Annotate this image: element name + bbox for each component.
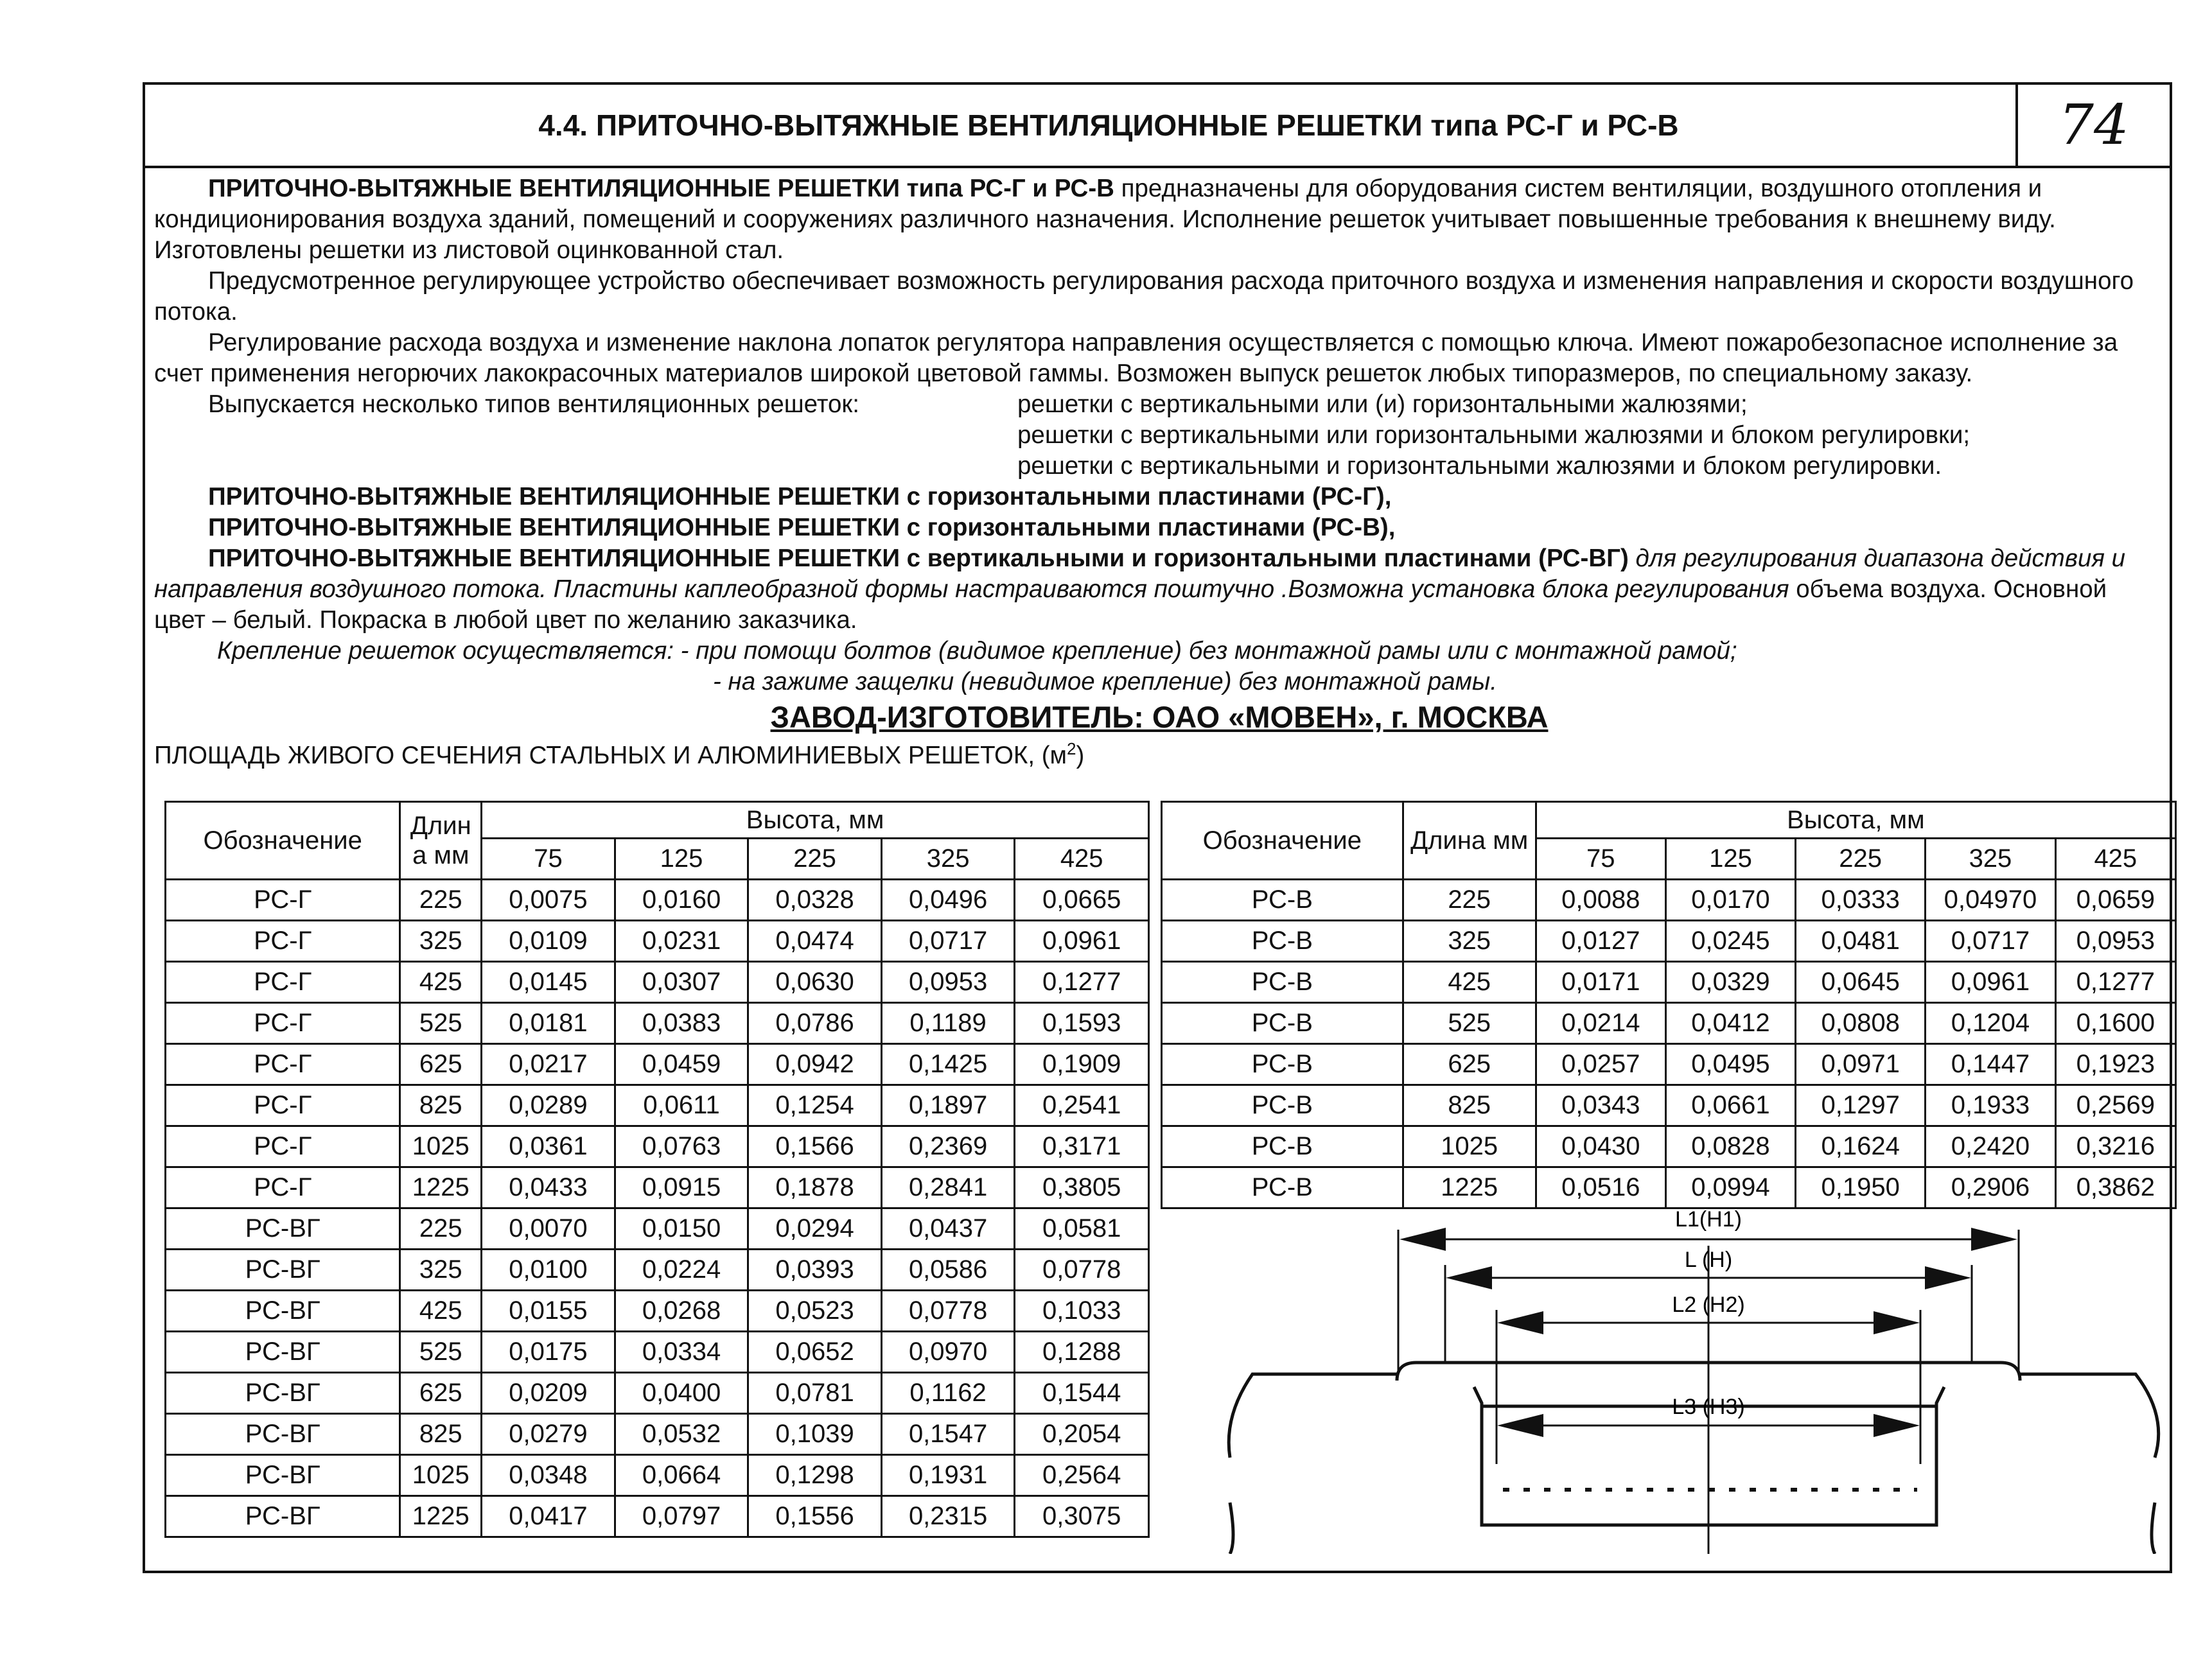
area-cell: 0,0307: [615, 962, 748, 1003]
area-cell: 0,3805: [1015, 1167, 1149, 1208]
paragraph-intro: [154, 173, 2164, 266]
area-cell: 0,1189: [881, 1003, 1015, 1044]
area-cell: 0,1425: [881, 1044, 1015, 1085]
designation-cell: РС-Г: [166, 1003, 400, 1044]
area-cell: 0,0717: [1926, 921, 2055, 962]
height-value: 325: [881, 839, 1015, 880]
area-cell: 0,0361: [482, 1126, 615, 1167]
table-row: [1162, 1085, 2176, 1126]
area-cell: 0,0516: [1536, 1167, 1665, 1208]
area-cell: 0,0665: [1015, 880, 1149, 921]
area-cell: 0,0393: [748, 1250, 882, 1291]
area-cell: 0,1277: [2055, 962, 2175, 1003]
area-cell: 0,1162: [881, 1373, 1015, 1414]
area-cell: 0,0294: [748, 1208, 882, 1250]
length-cell: 1025: [400, 1455, 482, 1496]
area-cell: 0,1950: [1796, 1167, 1926, 1208]
page-title: 4.4. ПРИТОЧНО-ВЫТЯЖНЫЕ ВЕНТИЛЯЦИОННЫЕ РЕШЕТКИ типа РС-Г и РС-В: [538, 109, 1679, 142]
area-table-title: [154, 735, 2164, 770]
length-cell: 625: [400, 1373, 482, 1414]
rs-vg-rest: объема воздуха. Основной цвет – белый. Покраска в любой цвет по желанию заказчика.: [154, 575, 2107, 634]
area-cell: 0,0209: [482, 1373, 615, 1414]
area-cell: 0,0145: [482, 962, 615, 1003]
length-cell: 425: [1403, 962, 1536, 1003]
designation-cell: РС-Г: [166, 962, 400, 1003]
designation-cell: РС-ВГ: [166, 1496, 400, 1537]
area-cell: 0,2541: [1015, 1085, 1149, 1126]
area-cell: 0,0474: [748, 921, 882, 962]
length-cell: 225: [400, 1208, 482, 1250]
area-cell: 0,0763: [615, 1126, 748, 1167]
designation-cell: РС-Г: [166, 1167, 400, 1208]
paragraph-adjustment: Регулирование расхода воздуха и изменение наклона лопаток регулятора направления осуществляется с помощью ключа. Имеют пожаробезопасное исполнение за счет применения негорючих лакокрасочных материалов широкой цветовой гаммы. Возможен выпуск решеток любых типоразмеров, по специальному заказу.: [154, 329, 2118, 387]
area-cell: 0,1600: [2055, 1003, 2175, 1044]
table-row: [166, 1085, 1149, 1126]
area-cell: 0,1297: [1796, 1085, 1926, 1126]
designation-cell: РС-Г: [166, 1126, 400, 1167]
designation-cell: РС-ВГ: [166, 1373, 400, 1414]
area-cell: 0,0942: [748, 1044, 882, 1085]
page-number-box: [2015, 85, 2170, 166]
grille-dimension-diagram: [1224, 1194, 2174, 1554]
grille-outline: [1229, 1363, 2159, 1554]
area-cell: 0,0586: [881, 1250, 1015, 1291]
designation-cell: РС-В: [1162, 1126, 1403, 1167]
area-cell: 0,1566: [748, 1126, 882, 1167]
length-cell: 825: [400, 1085, 482, 1126]
area-cell: 0,0481: [1796, 921, 1926, 962]
area-cell: 0,0581: [1015, 1208, 1149, 1250]
area-cell: 0,2369: [881, 1126, 1015, 1167]
area-cell: 0,0630: [748, 962, 882, 1003]
area-cell: 0,2841: [881, 1167, 1015, 1208]
area-cell: 0,2420: [1926, 1126, 2055, 1167]
area-cell: 0,0155: [482, 1291, 615, 1332]
area-cell: 0,0109: [482, 921, 615, 962]
area-title-sup: 2: [1067, 739, 1076, 758]
area-cell: 0,0496: [881, 880, 1015, 921]
area-cell: 0,0214: [1536, 1003, 1665, 1044]
designation-cell: РС-ВГ: [166, 1332, 400, 1373]
designation-cell: РС-ВГ: [166, 1250, 400, 1291]
area-cell: 0,0970: [881, 1332, 1015, 1373]
height-value: 225: [748, 839, 882, 880]
grille-drawing: [1224, 1194, 2174, 1554]
col-header-height: Высота, мм: [1536, 802, 2175, 839]
area-cell: 0,1923: [2055, 1044, 2175, 1085]
description-text: [154, 173, 2164, 770]
col-header-length: Длин а мм: [400, 802, 482, 880]
table-row: [166, 1496, 1149, 1537]
area-cell: 0,0495: [1665, 1044, 1795, 1085]
bold-type-rs-vg: ПРИТОЧНО-ВЫТЯЖНЫЕ ВЕНТИЛЯЦИОННЫЕ РЕШЕТКИ с вертикальными и горизонтальными пластинами (РС-ВГ): [208, 545, 1629, 572]
length-cell: 525: [1403, 1003, 1536, 1044]
length-cell: 1225: [400, 1167, 482, 1208]
area-cell: 0,2564: [1015, 1455, 1149, 1496]
dim-label-l: L (H): [1684, 1248, 1733, 1272]
area-cell: 0,0289: [482, 1085, 615, 1126]
paragraph-regulation: Предусмотренное регулирующее устройство обеспечивает возможность регулирования расхода приточного воздуха и изменения направления и скорости воздушного потока.: [154, 267, 2134, 326]
area-cell: 0,1288: [1015, 1332, 1149, 1373]
area-title-close: ): [1076, 741, 1085, 769]
dimension-lines: [1398, 1230, 2019, 1554]
height-value: 125: [615, 839, 748, 880]
area-cell: 0,1204: [1926, 1003, 2055, 1044]
area-cell: 0,0383: [615, 1003, 748, 1044]
table-row: [166, 1208, 1149, 1250]
area-cell: 0,0778: [1015, 1250, 1149, 1291]
designation-cell: РС-В: [1162, 962, 1403, 1003]
col-header-height: Высота, мм: [482, 802, 1149, 839]
area-cell: 0,0523: [748, 1291, 882, 1332]
table-row: [166, 1332, 1149, 1373]
height-value: 75: [482, 839, 615, 880]
col-header-length: Длина мм: [1403, 802, 1536, 880]
area-cell: 0,0459: [615, 1044, 748, 1085]
types-list: [154, 389, 2164, 420]
area-cell: 0,0953: [881, 962, 1015, 1003]
length-cell: 325: [400, 1250, 482, 1291]
area-cell: 0,0611: [615, 1085, 748, 1126]
length-cell: 525: [400, 1332, 482, 1373]
type-item: решетки с вертикальными или горизонтальными жалюзями и блоком регулировки;: [1017, 421, 1971, 449]
area-cell: 0,0328: [748, 880, 882, 921]
table-row: [166, 1003, 1149, 1044]
dim-label-l1: L1(H1): [1675, 1207, 1742, 1232]
bold-type-rs-v: ПРИТОЧНО-ВЫТЯЖНЫЕ ВЕНТИЛЯЦИОННЫЕ РЕШЕТКИ с горизонтальными пластинами (РС-В),: [208, 514, 1396, 541]
length-cell: 325: [1403, 921, 1536, 962]
area-cell: 0,1593: [1015, 1003, 1149, 1044]
table-row: [1162, 880, 2176, 921]
length-cell: 225: [400, 880, 482, 921]
area-cell: 0,0532: [615, 1414, 748, 1455]
area-cell: 0,0994: [1665, 1167, 1795, 1208]
area-cell: 0,0127: [1536, 921, 1665, 962]
col-header-designation: Обозначение: [1162, 802, 1403, 880]
dim-label-l3: L3 (H3): [1672, 1395, 1745, 1419]
rs-vg-italic: для регулирования диапазона действия и направления воздушного потока. Пластины каплеобразной формы настраиваются поштучно .Возможна установка блока регулирования: [154, 545, 2126, 603]
area-cell: 0,0808: [1796, 1003, 1926, 1044]
dim-label-l2: L2 (H2): [1672, 1293, 1745, 1317]
area-cell: 0,1897: [881, 1085, 1015, 1126]
manufacturer-heading: ЗАВОД-ИЗГОТОВИТЕЛЬ: ОАО «МОВЕН», г. МОСКВА: [770, 700, 1549, 734]
table-row: [166, 880, 1149, 921]
area-cell: 0,0781: [748, 1373, 882, 1414]
designation-cell: РС-ВГ: [166, 1414, 400, 1455]
area-cell: 0,1931: [881, 1455, 1015, 1496]
designation-cell: РС-В: [1162, 1085, 1403, 1126]
col-header-designation: Обозначение: [166, 802, 400, 880]
designation-cell: РС-Г: [166, 1044, 400, 1085]
designation-cell: РС-ВГ: [166, 1455, 400, 1496]
area-cell: 0,0717: [881, 921, 1015, 962]
designation-cell: РС-В: [1162, 1167, 1403, 1208]
length-cell: 1225: [400, 1496, 482, 1537]
length-cell: 325: [400, 921, 482, 962]
area-cell: 0,0075: [482, 880, 615, 921]
designation-cell: РС-ВГ: [166, 1291, 400, 1332]
area-cell: 0,1544: [1015, 1373, 1149, 1414]
area-cell: 0,0430: [1536, 1126, 1665, 1167]
table-row: [166, 1250, 1149, 1291]
area-cell: 0,0437: [881, 1208, 1015, 1250]
page-number: 74: [2058, 93, 2129, 157]
area-cell: 0,0645: [1796, 962, 1926, 1003]
length-cell: 625: [400, 1044, 482, 1085]
area-cell: 0,1933: [1926, 1085, 2055, 1126]
area-table-rs-g-rs-vg: [164, 801, 1150, 1538]
area-cell: 0,0664: [615, 1455, 748, 1496]
area-cell: 0,0915: [615, 1167, 748, 1208]
area-cell: 0,0088: [1536, 880, 1665, 921]
area-cell: 0,2569: [2055, 1085, 2175, 1126]
height-value: 425: [2055, 839, 2175, 880]
length-cell: 825: [1403, 1085, 1536, 1126]
table-row: [1162, 1126, 2176, 1167]
area-cell: 0,2054: [1015, 1414, 1149, 1455]
length-cell: 825: [400, 1414, 482, 1455]
area-cell: 0,1254: [748, 1085, 882, 1126]
area-table-rs-v: [1161, 801, 2177, 1209]
area-cell: 0,0953: [2055, 921, 2175, 962]
type-item: решетки с вертикальными или (и) горизонтальными жалюзями;: [1017, 390, 1748, 418]
height-value: 125: [1665, 839, 1795, 880]
area-cell: 0,0279: [482, 1414, 615, 1455]
area-cell: 0,0217: [482, 1044, 615, 1085]
designation-cell: РС-Г: [166, 921, 400, 962]
area-cell: 0,0828: [1665, 1126, 1795, 1167]
area-cell: 0,1277: [1015, 962, 1149, 1003]
area-cell: 0,0170: [1665, 880, 1795, 921]
table-row: [166, 1414, 1149, 1455]
type-item: решетки с вертикальными и горизонтальными жалюзями и блоком регулировки.: [1017, 452, 1942, 480]
area-cell: 0,3216: [2055, 1126, 2175, 1167]
table-row: [1162, 962, 2176, 1003]
area-cell: 0,3862: [2055, 1167, 2175, 1208]
height-value: 225: [1796, 839, 1926, 880]
length-cell: 425: [400, 1291, 482, 1332]
area-cell: 0,0175: [482, 1332, 615, 1373]
area-cell: 0,0224: [615, 1250, 748, 1291]
designation-cell: РС-В: [1162, 921, 1403, 962]
area-cell: 0,0268: [615, 1291, 748, 1332]
height-value: 325: [1926, 839, 2055, 880]
length-cell: 1225: [1403, 1167, 1536, 1208]
area-cell: 0,1547: [881, 1414, 1015, 1455]
area-title-text: ПЛОЩАДЬ ЖИВОГО СЕЧЕНИЯ СТАЛЬНЫХ И АЛЮМИНИЕВЫХ РЕШЕТОК, (м: [154, 741, 1067, 769]
designation-cell: РС-В: [1162, 1003, 1403, 1044]
table-row: [166, 921, 1149, 962]
area-cell: 0,0231: [615, 921, 748, 962]
area-cell: 0,0797: [615, 1496, 748, 1537]
area-cell: 0,0171: [1536, 962, 1665, 1003]
area-cell: 0,1298: [748, 1455, 882, 1496]
length-cell: 525: [400, 1003, 482, 1044]
area-cell: 0,1624: [1796, 1126, 1926, 1167]
designation-cell: РС-ВГ: [166, 1208, 400, 1250]
area-cell: 0,0181: [482, 1003, 615, 1044]
area-cell: 0,0257: [1536, 1044, 1665, 1085]
length-cell: 225: [1403, 880, 1536, 921]
designation-cell: РС-В: [1162, 880, 1403, 921]
area-cell: 0,0433: [482, 1167, 615, 1208]
area-cell: 0,1556: [748, 1496, 882, 1537]
table-row: [166, 1373, 1149, 1414]
bold-type-rs-g: ПРИТОЧНО-ВЫТЯЖНЫЕ ВЕНТИЛЯЦИОННЫЕ РЕШЕТКИ с горизонтальными пластинами (РС-Г),: [208, 483, 1392, 510]
area-cell: 0,04970: [1926, 880, 2055, 921]
area-cell: 0,0971: [1796, 1044, 1926, 1085]
area-cell: 0,3075: [1015, 1496, 1149, 1537]
area-cell: 0,0333: [1796, 880, 1926, 921]
length-cell: 1025: [1403, 1126, 1536, 1167]
area-cell: 0,1878: [748, 1167, 882, 1208]
table-row: [166, 1291, 1149, 1332]
table-row: [166, 1126, 1149, 1167]
types-label: Выпускается несколько типов вентиляционных решеток:: [208, 390, 859, 418]
area-cell: 0,1039: [748, 1414, 882, 1455]
designation-cell: РС-Г: [166, 880, 400, 921]
area-cell: 0,0412: [1665, 1003, 1795, 1044]
area-cell: 0,0786: [748, 1003, 882, 1044]
area-cell: 0,3171: [1015, 1126, 1149, 1167]
height-value: 75: [1536, 839, 1665, 880]
length-cell: 1025: [400, 1126, 482, 1167]
area-cell: 0,0160: [615, 880, 748, 921]
paragraph-rs-vg: [154, 543, 2164, 636]
area-cell: 0,2906: [1926, 1167, 2055, 1208]
area-cell: 0,0150: [615, 1208, 748, 1250]
table-row: [166, 1455, 1149, 1496]
area-cell: 0,0661: [1665, 1085, 1795, 1126]
area-cell: 0,0961: [1015, 921, 1149, 962]
area-cell: 0,2315: [881, 1496, 1015, 1537]
area-cell: 0,0245: [1665, 921, 1795, 962]
intro-rest: предназначены для оборудования систем вентиляции, воздушного отопления и кондиционирования воздуха зданий, помещений и сооружениях различного назначения. Исполнение решеток учитывает повышенные требования к внешнему виду. Изготовлены решетки из листовой оцинкованной стал.: [154, 175, 2056, 264]
area-cell: 0,0652: [748, 1332, 882, 1373]
table-row: [1162, 1003, 2176, 1044]
area-cell: 0,0329: [1665, 962, 1795, 1003]
length-cell: 625: [1403, 1044, 1536, 1085]
area-cell: 0,1033: [1015, 1291, 1149, 1332]
table-row: [1162, 921, 2176, 962]
area-cell: 0,0343: [1536, 1085, 1665, 1126]
table-row: [166, 1167, 1149, 1208]
designation-cell: РС-В: [1162, 1044, 1403, 1085]
area-cell: 0,0961: [1926, 962, 2055, 1003]
area-cell: 0,0659: [2055, 880, 2175, 921]
table-row: [1162, 1044, 2176, 1085]
mounting-line-2: - на зажиме защелки (невидимое крепление) без монтажной рамы.: [713, 668, 1497, 695]
area-cell: 0,0778: [881, 1291, 1015, 1332]
table-row: [166, 962, 1149, 1003]
area-cell: 0,1447: [1926, 1044, 2055, 1085]
designation-cell: РС-Г: [166, 1085, 400, 1126]
area-cell: 0,1909: [1015, 1044, 1149, 1085]
area-cell: 0,0400: [615, 1373, 748, 1414]
area-cell: 0,0417: [482, 1496, 615, 1537]
area-cell: 0,0334: [615, 1332, 748, 1373]
height-value: 425: [1015, 839, 1149, 880]
intro-bold: ПРИТОЧНО-ВЫТЯЖНЫЕ ВЕНТИЛЯЦИОННЫЕ РЕШЕТКИ типа РС-Г и РС-В: [208, 175, 1114, 202]
area-cell: 0,0348: [482, 1455, 615, 1496]
length-cell: 425: [400, 962, 482, 1003]
table-row: [166, 1044, 1149, 1085]
area-cell: 0,0070: [482, 1208, 615, 1250]
area-cell: 0,0100: [482, 1250, 615, 1291]
mounting-line-1: Крепление решеток осуществляется: - при помощи болтов (видимое крепление) без монтажной рамы или с монтажной рамой;: [217, 637, 1737, 665]
title-row: [145, 85, 2170, 168]
